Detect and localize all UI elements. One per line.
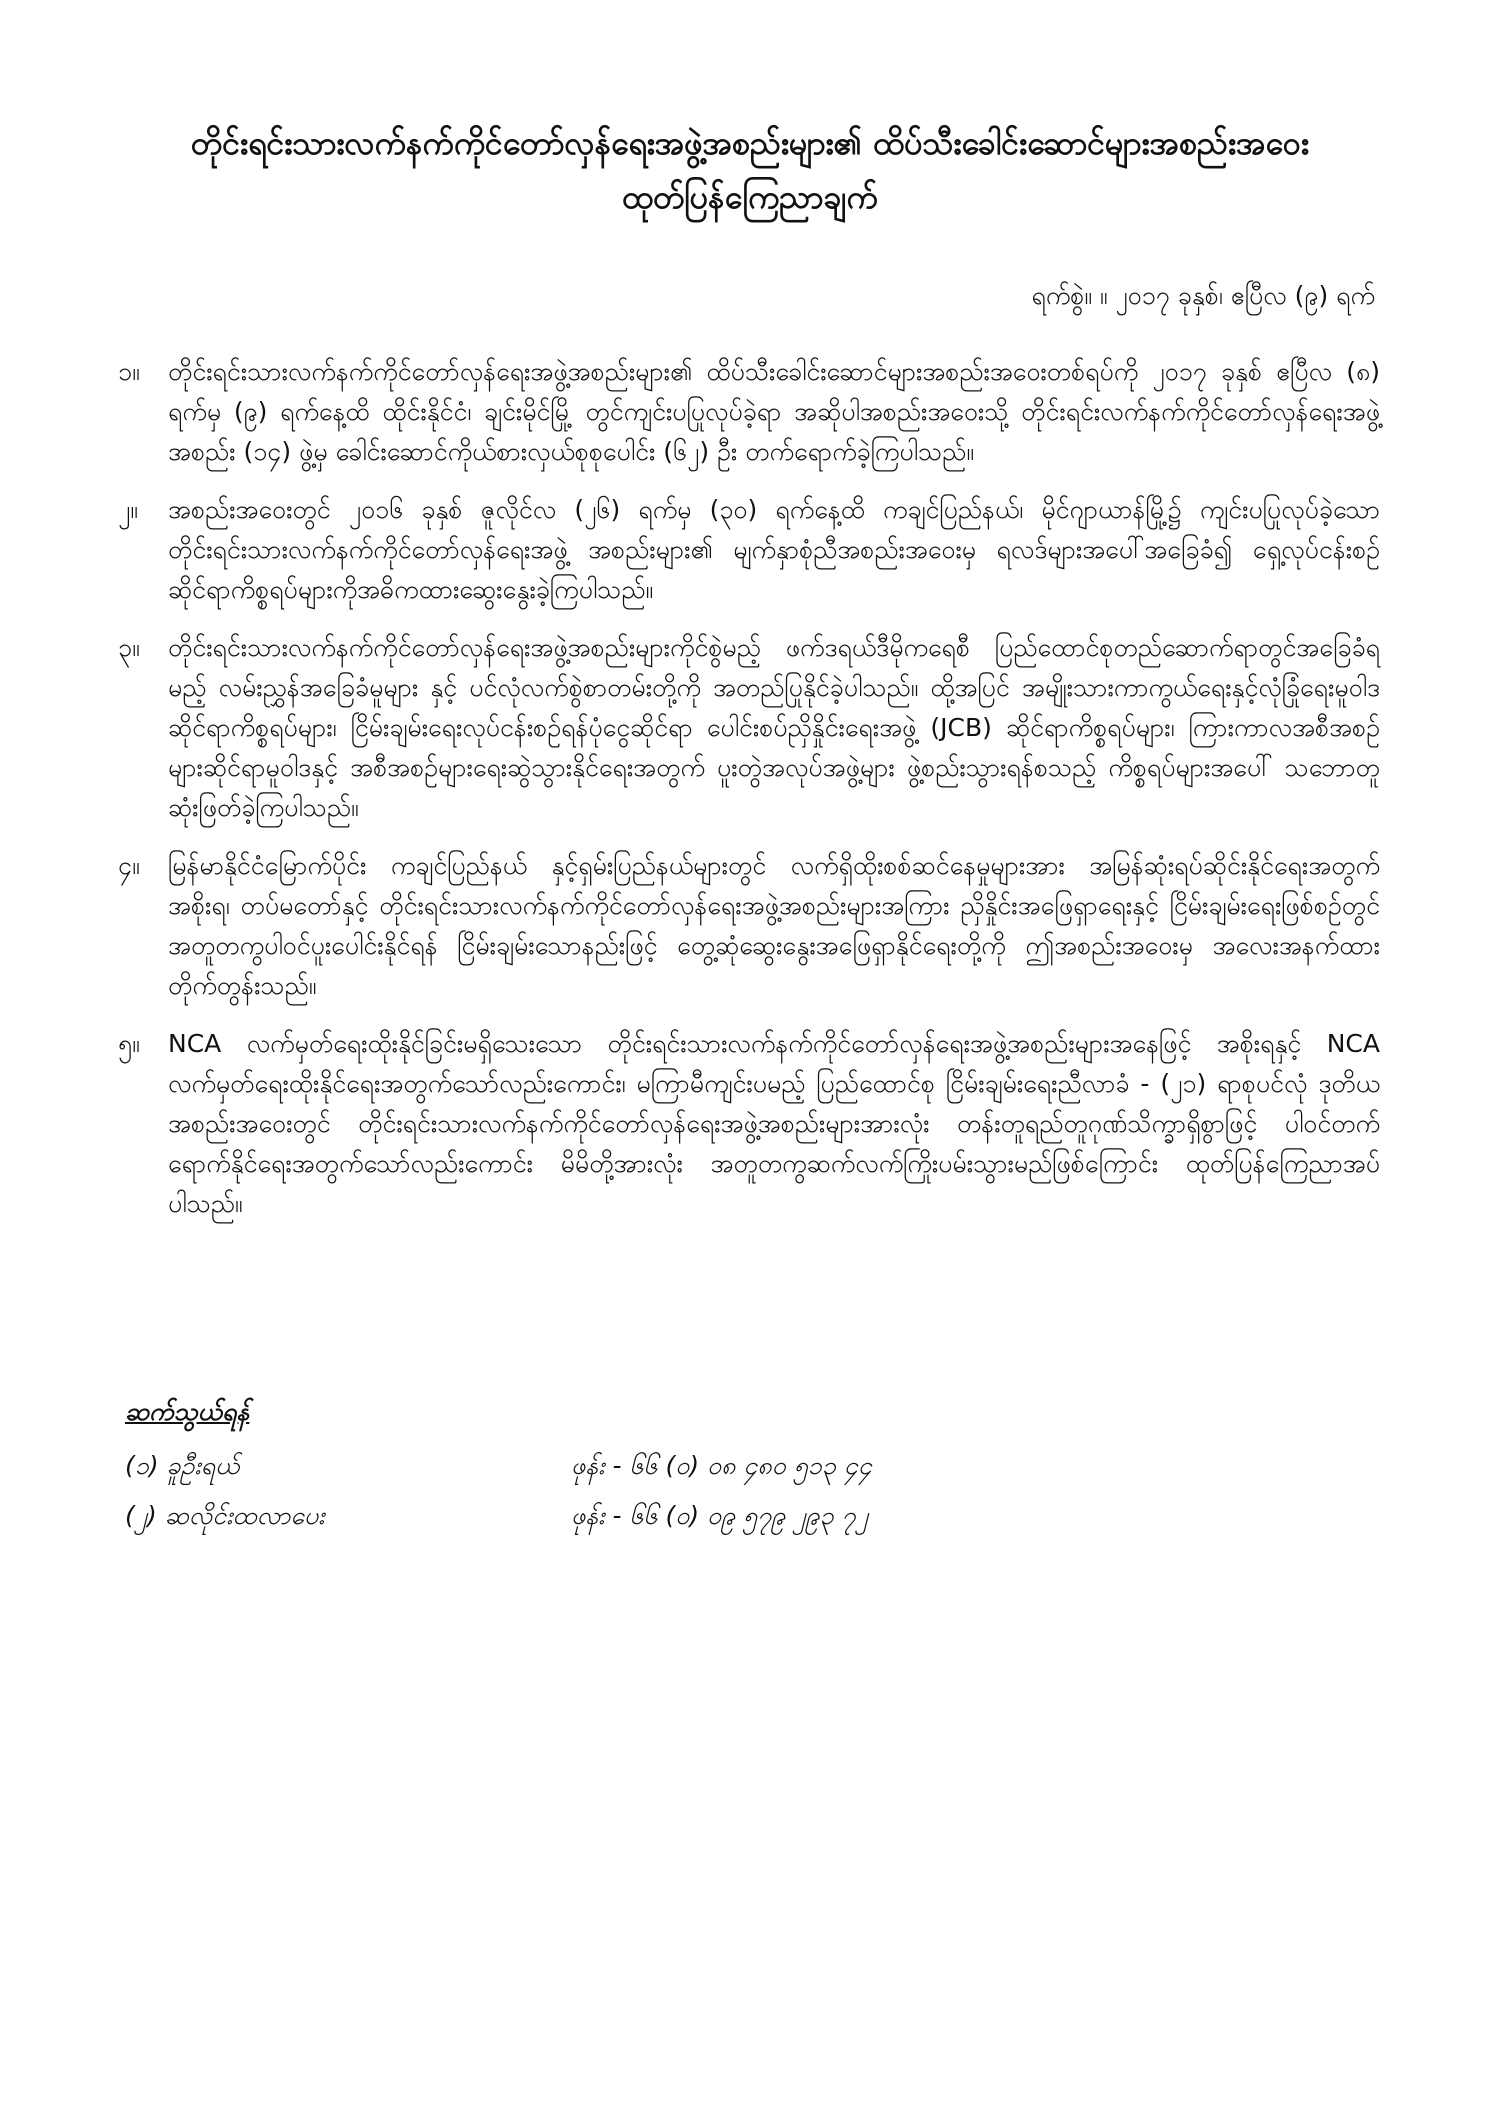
paragraph-text: အစည်းအဝေးတွင် ၂၀၁၆ ခုနှစ် ဇူလိုင်လ (၂၆) ရက်မှ (၃၀) ရက်နေ့ထိ ကချင်ပြည်နယ်၊ မိုင်ဂျာယာန်မြို့၌ ကျင်းပပြုလုပ်ခဲ့သော တိုင်းရင်းသားလက်နက်ကိုင်တော်လှန်ရေးအဖွဲ့ အစည်းများ၏ မျက်နှာစုံညီအစည်းအဝေးမှ ရလဒ်များအပေါ်အခြေခံ၍ ရှေ့လုပ်ငန်းစဉ်ဆိုင်ရာကိစ္စရပ်များကိုအဓိကထားဆွေးနွေးခဲ့ကြပါသည်။ — [168, 495, 1380, 604]
paragraph-4 — [118, 846, 1380, 1006]
paragraph-number: ၄။ — [118, 851, 140, 880]
contact-name: (၁) ခူဦးရယ် — [125, 1451, 240, 1480]
paragraph-number: ၅။ — [118, 1029, 140, 1058]
contact-phone: ဖုန်း - ၆၆ (၀) ၀၉ ၅၇၉ ၂၉၃ ၇၂ — [571, 1501, 868, 1530]
paragraph-1 — [118, 352, 1380, 472]
contact-section — [125, 1392, 1025, 1546]
paragraph-number: ၃။ — [118, 633, 140, 662]
paragraph-2 — [118, 490, 1380, 610]
contact-phone: ဖုန်း - ၆၆ (၀) ၀၈ ၄၈၀ ၅၁၃ ၄၄ — [571, 1451, 872, 1480]
document-subtitle: ထုတ်ပြန်ကြေညာချက် — [622, 178, 878, 216]
paragraph-5 — [118, 1024, 1380, 1224]
document-date: ရက်စွဲ။ ။ ၂၀၁၇ ခုနှစ်၊ ဧပြီလ (၉) ရက် — [1031, 281, 1375, 310]
paragraph-text: တိုင်းရင်းသားလက်နက်ကိုင်တော်လှန်ရေးအဖွဲ့အစည်းများကိုင်စွဲမည့် ဖက်ဒရယ်ဒီမိုကရေစီ ပြည်ထောင်စုတည်ဆောက်ရာတွင်အခြေခံရမည့် လမ်းညွှန်အခြေခံမူများ နှင့် ပင်လုံလက်စွဲစာတမ်းတို့ကို အတည်ပြုနိုင်ခဲ့ပါသည်။ ထို့အပြင် အမျိုးသားကာကွယ်ရေးနှင့်လုံခြုံရေးမူဝါဒဆိုင်ရာကိစ္စရပ်များ၊ ငြိမ်းချမ်းရေးလုပ်ငန်းစဉ်ရန်ပုံငွေဆိုင်ရာ ပေါင်းစပ်ညှိနှိုင်းရေးအဖွဲ့ (JCB) ဆိုင်ရာကိစ္စရပ်များ၊ ကြားကာလအစီအစဉ်များဆိုင်ရာမူဝါဒနှင့် အစီအစဉ်များရေးဆွဲသွားနိုင်ရေးအတွက် ပူးတွဲအလုပ်အဖွဲ့များ ဖွဲ့စည်းသွားရန်စသည့် ကိစ္စရပ်များအပေါ် သဘောတူဆုံးဖြတ်ခဲ့ကြပါသည်။ — [168, 633, 1380, 822]
paragraph-number: ၁။ — [118, 357, 140, 386]
paragraph-3 — [118, 628, 1380, 828]
contact-row — [125, 1496, 1025, 1546]
document-title: တိုင်းရင်းသားလက်နက်ကိုင်တော်လှန်ရေးအဖွဲ့အစည်းများ၏ ထိပ်သီးခေါင်းဆောင်များအစည်းအဝေး — [191, 124, 1309, 162]
paragraph-text: တိုင်းရင်းသားလက်နက်ကိုင်တော်လှန်ရေးအဖွဲ့အစည်းများ၏ ထိပ်သီးခေါင်းဆောင်များအစည်းအဝေးတစ်ရပ်ကို ၂၀၁၇ ခုနှစ် ဧပြီလ (၈) ရက်မှ (၉) ရက်နေ့ထိ ထိုင်းနိုင်ငံ၊ ချင်းမိုင်မြို့ တွင်ကျင်းပပြုလုပ်ခဲ့ရာ အဆိုပါအစည်းအဝေးသို့ တိုင်းရင်းလက်နက်ကိုင်တော်လှန်ရေးအဖွဲ့အစည်း (၁၄) ဖွဲ့မှ ခေါင်းဆောင်ကိုယ်စားလှယ်စုစုပေါင်း (၆၂) ဦး တက်ရောက်ခဲ့ကြပါသည်။ — [168, 357, 1380, 466]
paragraph-number: ၂။ — [118, 495, 138, 524]
paragraph-text: NCA လက်မှတ်ရေးထိုးနိုင်ခြင်းမရှိသေးသော တိုင်းရင်းသားလက်နက်ကိုင်တော်လှန်ရေးအဖွဲ့အစည်းများအနေဖြင့် အစိုးရနှင့် NCA လက်မှတ်ရေးထိုးနိုင်ရေးအတွက်သော်လည်းကောင်း၊ မကြာမီကျင်းပမည့် ပြည်ထောင်စု ငြိမ်းချမ်းရေးညီလာခံ - (၂၁) ရာစုပင်လုံ ဒုတိယအစည်းအဝေးတွင် တိုင်းရင်းသားလက်နက်ကိုင်တော်လှန်ရေးအဖွဲ့အစည်းများအားလုံး တန်းတူရည်တူဂုဏ်သိက္ခာရှိစွာဖြင့် ပါဝင်တက်ရောက်နိုင်ရေးအတွက်သော်လည်းကောင်း မိမိတို့အားလုံး အတူတကွဆက်လက်ကြိုးပမ်းသွားမည်ဖြစ်ကြောင်း ထုတ်ပြန်ကြေညာအပ်ပါသည်။ — [168, 1029, 1380, 1218]
contact-heading: ဆက်သွယ်ရန် — [125, 1397, 250, 1426]
contact-name: (၂) ဆလိုင်းထလာပေး — [125, 1501, 325, 1530]
statement-paragraphs — [118, 352, 1380, 1242]
contact-row — [125, 1446, 1025, 1496]
paragraph-text: မြန်မာနိုင်ငံမြောက်ပိုင်း ကချင်ပြည်နယ် နှင့်ရှမ်းပြည်နယ်များတွင် လက်ရှိထိုးစစ်ဆင်နေမှုများအား အမြန်ဆုံးရပ်ဆိုင်းနိုင်ရေးအတွက် အစိုးရ၊ တပ်မတော်နှင့် တိုင်းရင်းသားလက်နက်ကိုင်တော်လှန်ရေးအဖွဲ့အစည်းများအကြား ညှိနှိုင်းအဖြေရှာရေးနှင့် ငြိမ်းချမ်းရေးဖြစ်စဉ်တွင်အတူတကွပါဝင်ပူးပေါင်းနိုင်ရန် ငြိမ်းချမ်းသောနည်းဖြင့် တွေ့ဆုံဆွေးနွေးအဖြေရှာနိုင်ရေးတို့ကို ဤအစည်းအဝေးမှ အလေးအနက်ထား တိုက်တွန်းသည်။ — [168, 851, 1380, 1000]
